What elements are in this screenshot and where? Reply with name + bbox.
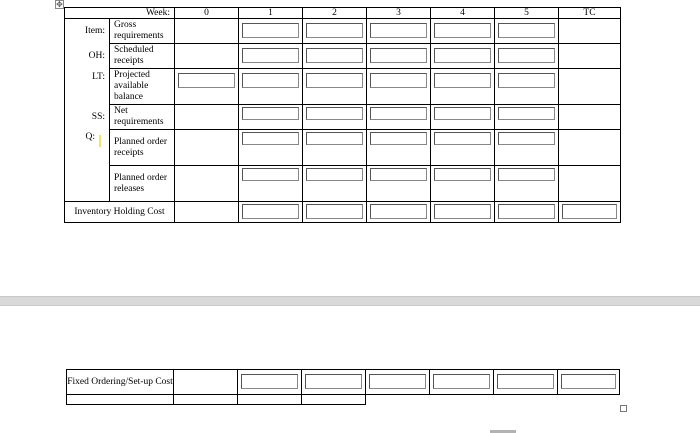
sched-input-2[interactable] xyxy=(306,48,363,63)
por-cell-4 xyxy=(431,130,495,166)
por-cell-3 xyxy=(367,130,431,166)
net-input-5[interactable] xyxy=(498,107,555,120)
table-move-handle-icon[interactable]: ✥ xyxy=(56,0,63,9)
net-input-4[interactable] xyxy=(434,107,491,120)
gross-req-input-1[interactable] xyxy=(242,23,299,38)
pab-input-4[interactable] xyxy=(434,73,491,88)
porl-cell-4 xyxy=(431,166,495,202)
param-label: SS: xyxy=(65,105,110,130)
porl-input-1[interactable] xyxy=(242,168,299,181)
net-input-3[interactable] xyxy=(370,107,427,120)
porl-cell-5 xyxy=(495,166,559,202)
fc-cell-2 xyxy=(302,370,366,395)
sched-cell-1 xyxy=(239,44,303,69)
sched-input-4[interactable] xyxy=(434,48,491,63)
page-separator xyxy=(0,296,700,306)
sched-tc-cell xyxy=(559,44,621,69)
row-label: Scheduled receipts xyxy=(110,44,175,69)
fc-input-5[interactable] xyxy=(497,374,554,389)
q-label-cell xyxy=(65,130,110,166)
hc-cell-1 xyxy=(239,202,303,223)
hc-tc-cell xyxy=(559,202,621,223)
net-cell-2 xyxy=(303,105,367,130)
pab-input-0[interactable] xyxy=(178,73,235,88)
sched-cell-2 xyxy=(303,44,367,69)
hc-input-2[interactable] xyxy=(306,204,363,219)
net-cell-0 xyxy=(175,105,239,130)
hc-cell-4 xyxy=(431,202,495,223)
gross-req-cell-5 xyxy=(495,19,559,44)
fc-tc-input[interactable] xyxy=(561,374,616,389)
period-header: 3 xyxy=(367,8,431,19)
net-cell-1 xyxy=(239,105,303,130)
fc-cell-0 xyxy=(174,370,238,395)
empty-space xyxy=(430,395,494,405)
fc-tc-cell xyxy=(558,370,620,395)
blank-cell xyxy=(238,395,302,405)
hc-cell-2 xyxy=(303,202,367,223)
header-row xyxy=(65,8,621,19)
gross-req-cell-2 xyxy=(303,19,367,44)
blank-cell xyxy=(174,395,238,405)
porl-cell-2 xyxy=(303,166,367,202)
gross-req-cell-3 xyxy=(367,19,431,44)
week-header: Week: xyxy=(65,8,175,19)
period-header: 1 xyxy=(239,8,303,19)
row-label: Gross requirements xyxy=(110,19,175,44)
gross-req-input-5[interactable] xyxy=(498,23,555,38)
fc-cell-4 xyxy=(430,370,494,395)
gross-req-tc-cell xyxy=(559,19,621,44)
gross-req-cell-4 xyxy=(431,19,495,44)
porl-input-4[interactable] xyxy=(434,168,491,181)
row-scheduled-receipts xyxy=(65,44,621,69)
pab-input-2[interactable] xyxy=(306,73,363,88)
param-label: LT: xyxy=(65,69,110,105)
por-input-5[interactable] xyxy=(498,132,555,145)
sched-cell-0 xyxy=(175,44,239,69)
resize-handle-icon[interactable] xyxy=(620,405,627,412)
por-input-3[interactable] xyxy=(370,132,427,145)
pab-cell-1 xyxy=(239,69,303,105)
hc-input-3[interactable] xyxy=(370,204,427,219)
fc-input-4[interactable] xyxy=(433,374,490,389)
porl-tc-cell xyxy=(559,166,621,202)
blank-cell xyxy=(67,395,174,405)
sched-input-5[interactable] xyxy=(498,48,555,63)
fixed-cost-label: Fixed Ordering/Set-up Cost xyxy=(67,370,174,395)
pab-tc-cell xyxy=(559,69,621,105)
hc-cell-3 xyxy=(367,202,431,223)
holding-cost-label: Inventory Holding Cost xyxy=(65,202,175,223)
period-header: 5 xyxy=(495,8,559,19)
net-cell-5 xyxy=(495,105,559,130)
fc-cell-3 xyxy=(366,370,430,395)
porl-input-2[interactable] xyxy=(306,168,363,181)
param-label: Item: xyxy=(65,19,110,44)
net-input-2[interactable] xyxy=(306,107,363,120)
row-gross-requirements xyxy=(65,19,621,44)
por-cell-1 xyxy=(239,130,303,166)
por-input-4[interactable] xyxy=(434,132,491,145)
hc-cell-5 xyxy=(495,202,559,223)
por-tc-cell xyxy=(559,130,621,166)
porl-input-3[interactable] xyxy=(370,168,427,181)
net-cell-4 xyxy=(431,105,495,130)
hc-input-4[interactable] xyxy=(434,204,491,219)
por-input-1[interactable] xyxy=(242,132,299,145)
period-header: 0 xyxy=(175,8,239,19)
row-planned-receipts xyxy=(65,130,621,166)
row-holding-cost xyxy=(65,202,621,223)
sched-input-1[interactable] xyxy=(242,48,299,63)
row-label: Projected available balance xyxy=(110,69,175,105)
pab-cell-5 xyxy=(495,69,559,105)
fc-input-1[interactable] xyxy=(241,374,298,389)
sched-input-3[interactable] xyxy=(370,48,427,63)
fc-cell-1 xyxy=(238,370,302,395)
row-label: Planned order receipts xyxy=(110,130,175,166)
pab-input-1[interactable] xyxy=(242,73,299,88)
period-header: 4 xyxy=(431,8,495,19)
net-input-1[interactable] xyxy=(242,107,299,120)
row-label: Planned order releases xyxy=(110,166,175,202)
mrp-table xyxy=(64,7,621,223)
row-net-requirements xyxy=(65,105,621,130)
por-cell-0 xyxy=(175,130,239,166)
row-fixed-cost-blank xyxy=(67,395,620,405)
net-cell-3 xyxy=(367,105,431,130)
gross-req-input-3[interactable] xyxy=(370,23,427,38)
sched-cell-4 xyxy=(431,44,495,69)
row-fixed-cost xyxy=(67,370,620,395)
porl-input-5[interactable] xyxy=(498,168,555,181)
param-label: OH: xyxy=(65,44,110,69)
blank-cell xyxy=(302,395,366,405)
sched-cell-5 xyxy=(495,44,559,69)
sched-cell-3 xyxy=(367,44,431,69)
pab-input-3[interactable] xyxy=(370,73,427,88)
row-label: Net requirements xyxy=(110,105,175,130)
gross-req-cell-0 xyxy=(175,19,239,44)
por-cell-5 xyxy=(495,130,559,166)
gross-req-input-4[interactable] xyxy=(434,23,491,38)
por-cell-2 xyxy=(303,130,367,166)
param-label xyxy=(65,166,110,202)
empty-space xyxy=(558,395,620,405)
hc-tc-input[interactable] xyxy=(562,204,617,219)
porl-cell-1 xyxy=(239,166,303,202)
fixed-cost-table xyxy=(66,369,620,405)
pab-cell-4 xyxy=(431,69,495,105)
empty-space xyxy=(366,395,430,405)
fc-input-3[interactable] xyxy=(369,374,426,389)
pab-cell-0 xyxy=(175,69,239,105)
hc-input-5[interactable] xyxy=(498,204,555,219)
pab-cell-3 xyxy=(367,69,431,105)
row-projected-balance xyxy=(65,69,621,105)
param-label: Q: xyxy=(85,131,95,142)
period-header: 2 xyxy=(303,8,367,19)
row-planned-releases xyxy=(65,166,621,202)
porl-cell-3 xyxy=(367,166,431,202)
por-input-2[interactable] xyxy=(306,132,363,145)
hc-input-1[interactable] xyxy=(242,204,299,219)
empty-space xyxy=(494,395,558,405)
fc-cell-5 xyxy=(494,370,558,395)
hc-cell-0 xyxy=(175,202,239,223)
gross-req-cell-1 xyxy=(239,19,303,44)
fc-input-2[interactable] xyxy=(305,374,362,389)
gross-req-input-2[interactable] xyxy=(306,23,363,38)
pab-input-5[interactable] xyxy=(498,73,555,88)
porl-cell-0 xyxy=(175,166,239,202)
net-tc-cell xyxy=(559,105,621,130)
pab-cell-2 xyxy=(303,69,367,105)
tc-header: TC xyxy=(559,8,621,19)
text-cursor xyxy=(99,135,101,147)
